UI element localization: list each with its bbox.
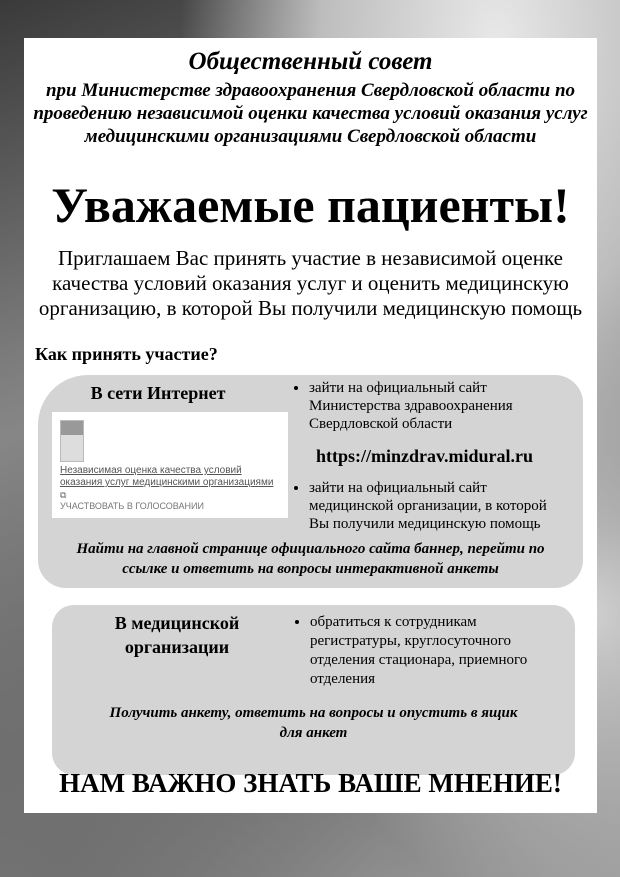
clinic-bullet-list [292, 613, 550, 689]
internet-section [38, 375, 583, 588]
list-item: • зайти на официальный сайт медицинской организации, в которой Вы получили медицинскую помощь [309, 479, 569, 533]
list-item: • зайти на официальный сайт Министерства здравоохранения Свердловской области [309, 379, 559, 433]
how-heading: Как принять участие? [35, 344, 218, 364]
clinic-section [52, 605, 575, 775]
council-title: Общественный совет [188, 48, 433, 75]
clinic-instruction: Получить анкету, ответить на вопросы и опустить в ящик для анкет [109, 705, 518, 741]
invitation-text: Приглашаем Вас принять участие в независимой оценке качества условий оказания услуг и оценить медицинскую организацию, в которой Вы получили медицинскую помощь [38, 246, 583, 320]
vote-label[interactable]: УЧАСТВОВАТЬ В ГОЛОСОВАНИИ [60, 501, 204, 511]
internet-instruction: Найти на главной странице официального сайта баннер, перейти по ссылке и ответить на вопросы интерактивной анкеты [76, 541, 545, 577]
internet-bullet-list [291, 379, 559, 433]
internet-bullet-list-2 [291, 479, 569, 533]
council-subtitle: при Министерстве здравоохранения Свердловской области по проведению независимой оценки качества условий оказания услуг медицинскими организациями Свердловской области [33, 80, 588, 147]
ministry-url[interactable]: https://minzdrav.midural.ru [316, 446, 534, 466]
list-item: • обратиться к сотрудникам регистратуры, круглосуточного отделения стационара, приемного отделения [310, 613, 550, 689]
ministry-emblem-icon [60, 420, 84, 462]
clinic-heading: В медицинской организации [114, 613, 240, 657]
poster-panel [24, 38, 597, 813]
internet-heading: В сети Интернет [90, 383, 226, 403]
banner-link[interactable]: Независимая оценка качества условий оказания услуг медицинскими организациями [60, 465, 274, 488]
greeting-heading: Уважаемые пациенты! [51, 177, 570, 233]
closing-slogan: НАМ ВАЖНО ЗНАТЬ ВАШЕ МНЕНИЕ! [59, 768, 562, 798]
external-link-icon: ⧉ [60, 490, 67, 500]
banner-screenshot [52, 412, 288, 518]
